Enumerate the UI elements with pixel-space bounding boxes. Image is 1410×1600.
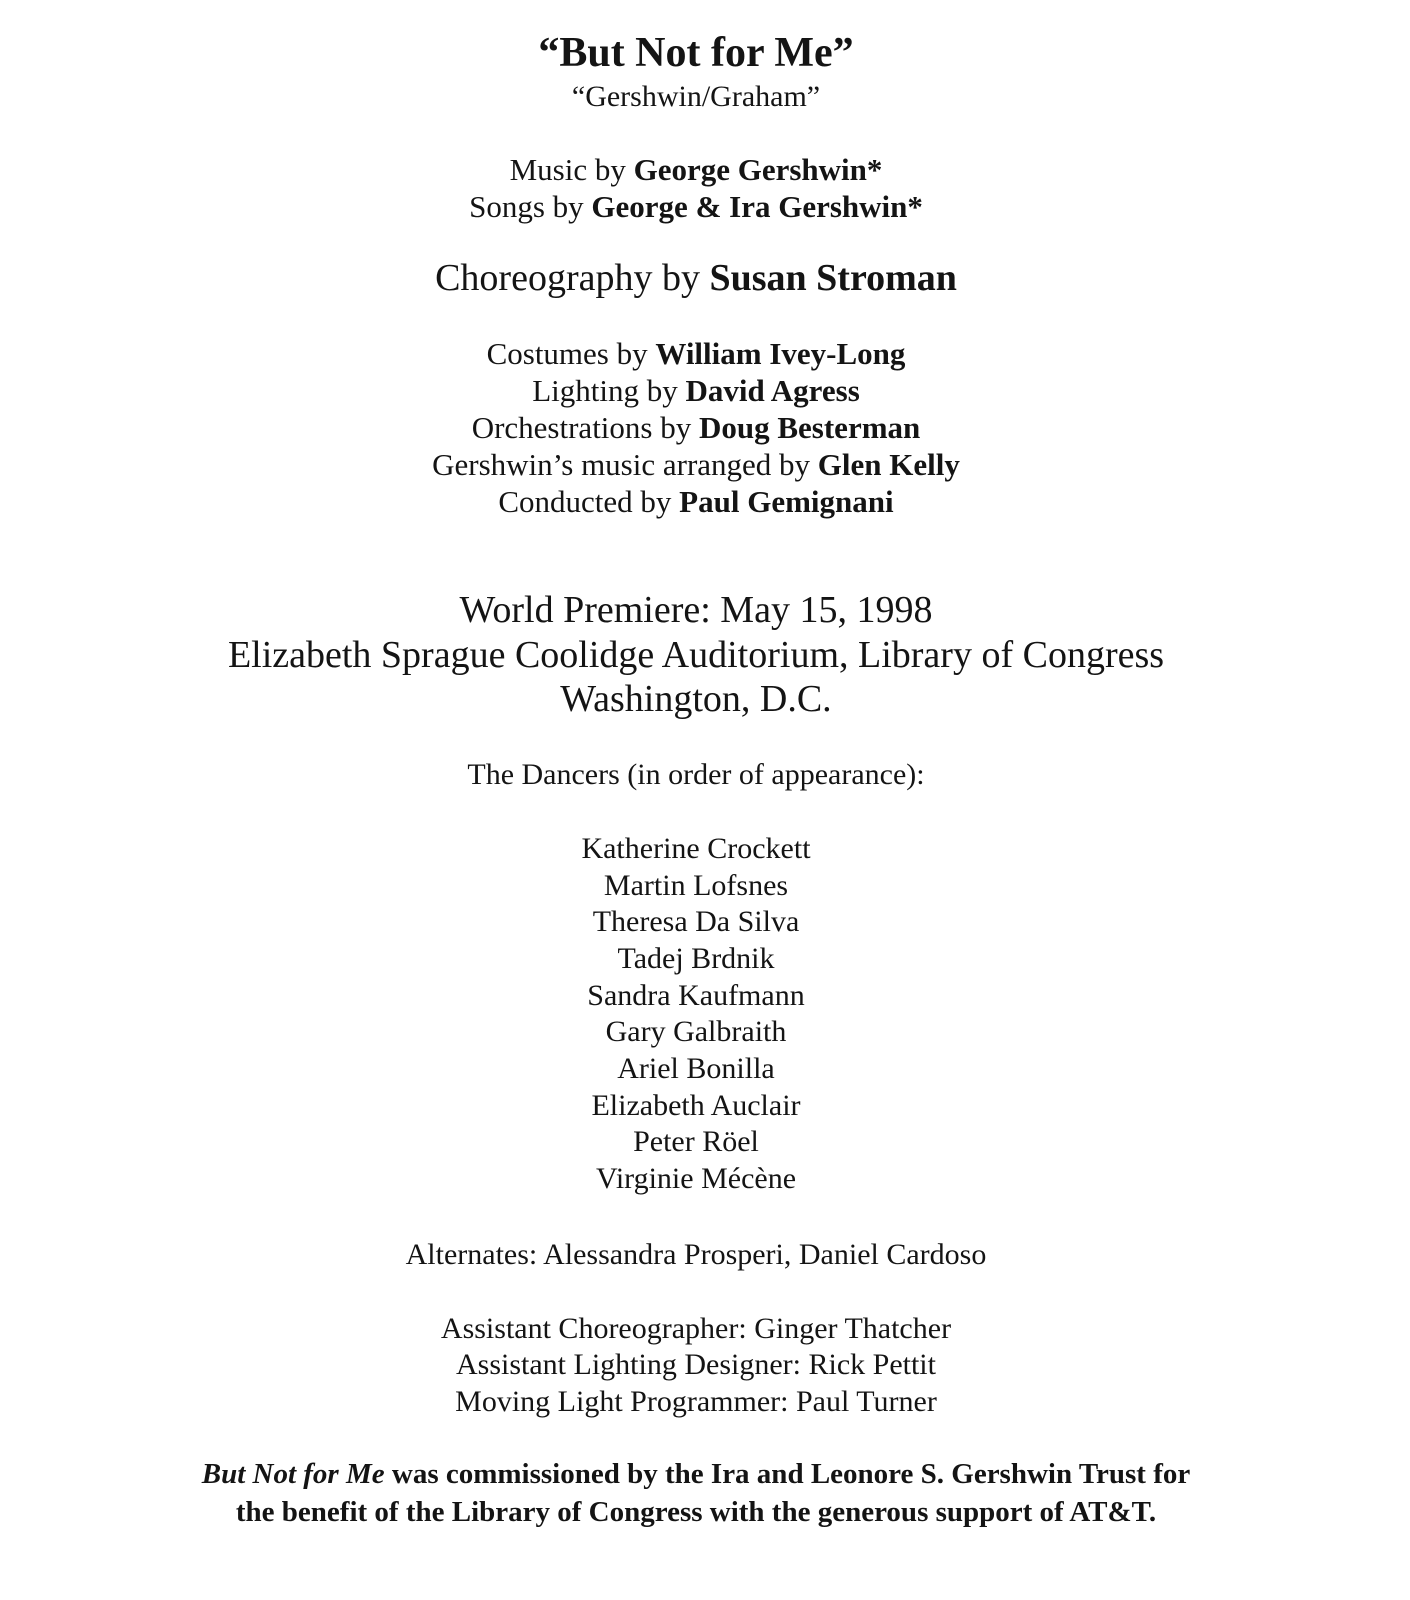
staff-line: Moving Light Programmer: Paul Turner xyxy=(455,1385,937,1418)
credit-label: Gershwin’s music arranged by xyxy=(432,447,811,482)
credit-label: Orchestrations by xyxy=(471,410,692,445)
credit-label: Music by xyxy=(509,152,626,187)
credit-songs xyxy=(0,190,1392,224)
credit-label: Costumes by xyxy=(486,336,648,371)
dancers-heading: The Dancers (in order of appearance): xyxy=(467,758,925,791)
credit-label: Lighting by xyxy=(532,373,678,408)
commission-line-2: the benefit of the Library of Congress with the generous support of AT&T. xyxy=(235,1496,1157,1528)
credit-name: George Gershwin* xyxy=(633,152,883,187)
commission-line-1 xyxy=(0,1455,1392,1493)
premiere-city: Washington, D.C. xyxy=(560,678,832,720)
commission-text: was commissioned by the Ira and Leonore S. Gershwin Trust for xyxy=(384,1458,1191,1490)
program-subtitle: “Gershwin/Graham” xyxy=(571,80,821,113)
staff-line: Assistant Lighting Designer: Rick Pettit xyxy=(456,1348,936,1381)
premiere-venue: Elizabeth Sprague Coolidge Auditorium, Library of Congress xyxy=(227,634,1165,676)
dancer-name: Theresa Da Silva xyxy=(592,905,800,938)
credit-music xyxy=(0,153,1392,187)
credit-label: Conducted by xyxy=(498,484,672,519)
program-title: “But Not for Me” xyxy=(538,30,854,76)
credit-name: Doug Besterman xyxy=(698,410,921,445)
credit-name: Susan Stroman xyxy=(709,257,957,299)
dancer-name: Virginie Mécène xyxy=(595,1162,797,1195)
dancer-name: Elizabeth Auclair xyxy=(591,1089,801,1122)
credit-name: George & Ira Gershwin* xyxy=(591,189,923,224)
credit-orchestrations xyxy=(0,411,1392,445)
credit-name: Paul Gemignani xyxy=(679,484,894,519)
credit-arranged xyxy=(0,448,1392,482)
dancer-name: Ariel Bonilla xyxy=(617,1052,775,1085)
credit-choreography xyxy=(0,258,1392,300)
dancer-name: Sandra Kaufmann xyxy=(587,979,805,1012)
premiere-date: World Premiere: May 15, 1998 xyxy=(459,589,933,631)
dancer-name: Katherine Crockett xyxy=(581,832,811,865)
work-title: But Not for Me xyxy=(201,1458,385,1490)
credit-name: David Agress xyxy=(685,373,860,408)
dancer-name: Gary Galbraith xyxy=(605,1015,787,1048)
credit-label: Choreography by xyxy=(435,257,700,299)
credit-name: William Ivey-Long xyxy=(655,336,906,371)
credit-label: Songs by xyxy=(469,189,584,224)
commission-note xyxy=(0,1455,1392,1531)
credit-conducted xyxy=(0,485,1392,519)
dancer-name: Peter Röel xyxy=(633,1125,759,1158)
staff-line: Assistant Choreographer: Ginger Thatcher xyxy=(440,1312,952,1345)
dancer-name: Tadej Brdnik xyxy=(617,942,775,975)
dancer-name: Martin Lofsnes xyxy=(603,869,789,902)
alternates-line: Alternates: Alessandra Prosperi, Daniel Cardoso xyxy=(405,1238,987,1271)
credit-lighting xyxy=(0,374,1392,408)
credit-name: Glen Kelly xyxy=(817,447,960,482)
credit-costumes xyxy=(0,337,1392,371)
